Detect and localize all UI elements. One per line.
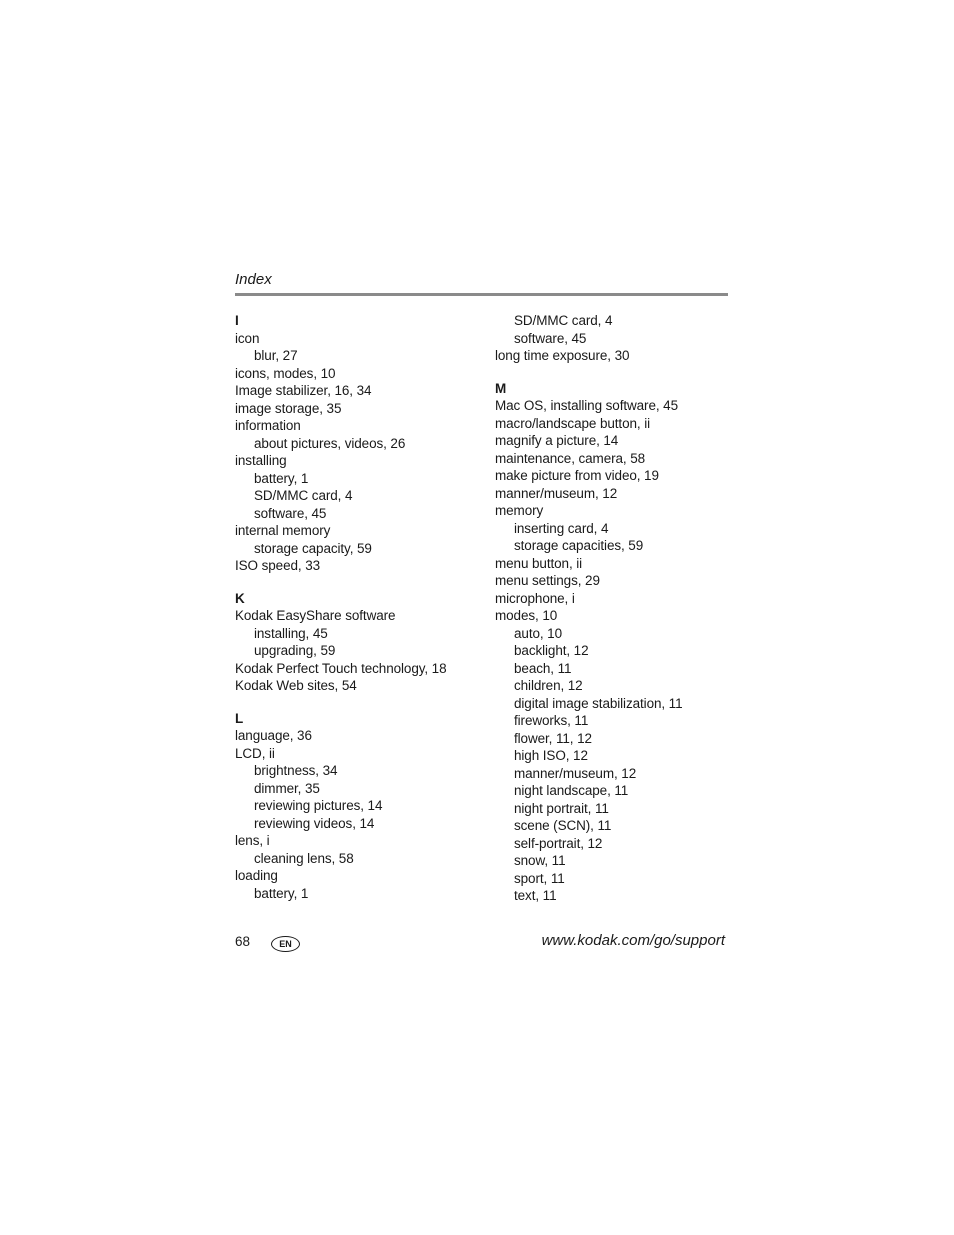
index-entry: Kodak Perfect Touch technology, 18 — [235, 660, 447, 676]
index-subentry: night landscape, 11 — [514, 783, 629, 798]
index-entry: modes, 10 — [495, 608, 558, 623]
index-entry: memory — [495, 503, 544, 518]
index-subentry: manner/museum, 12 — [514, 765, 637, 781]
index-entry: ISO speed, 33 — [235, 558, 321, 573]
index-subentry: dimmer, 35 — [254, 780, 320, 796]
index-subentry: fireworks, 11 — [514, 713, 589, 728]
index-subentry: children, 12 — [514, 678, 583, 693]
page-header-title: Index — [235, 271, 272, 288]
page-number: 68 — [235, 934, 251, 949]
index-subentry: storage capacities, 59 — [514, 538, 644, 553]
index-entry: Image stabilizer, 16, 34 — [235, 383, 372, 398]
index-subentry: inserting card, 4 — [514, 520, 609, 536]
index-subentry: about pictures, videos, 26 — [254, 435, 406, 451]
index-subentry: self-portrait, 12 — [514, 835, 603, 851]
index-entry: image storage, 35 — [235, 400, 342, 416]
index-subentry: backlight, 12 — [514, 643, 589, 658]
language-badge: EN — [271, 936, 300, 952]
index-entry: Mac OS, installing software, 45 — [495, 398, 678, 413]
index-column-left — [235, 312, 485, 902]
index-entry: information — [235, 418, 301, 433]
index-subentry: software, 45 — [254, 505, 327, 521]
index-entry: Kodak Web sites, 54 — [235, 678, 357, 693]
index-section-letter: L — [235, 710, 244, 726]
index-section-letter: I — [235, 313, 239, 328]
index-entry: menu settings, 29 — [495, 573, 600, 588]
index-entry: lens, i — [235, 833, 270, 848]
index-column-right — [495, 312, 725, 905]
index-subentry: reviewing videos, 14 — [254, 815, 375, 831]
index-entry: LCD, ii — [235, 745, 275, 761]
index-subentry: blur, 27 — [254, 348, 298, 363]
support-url: www.kodak.com/go/support — [541, 932, 725, 949]
index-entry: maintenance, camera, 58 — [495, 450, 646, 466]
index-subentry: snow, 11 — [514, 853, 566, 868]
index-subentry: storage capacity, 59 — [254, 540, 372, 556]
index-entry: icon — [235, 330, 260, 346]
index-entry: make picture from video, 19 — [495, 468, 659, 483]
index-subentry: SD/MMC card, 4 — [514, 313, 613, 328]
index-entry: magnify a picture, 14 — [495, 433, 619, 448]
index-subentry: auto, 10 — [514, 625, 562, 641]
header-rule — [235, 293, 728, 296]
index-subentry: installing, 45 — [254, 625, 328, 641]
index-subentry: digital image stabilization, 11 — [514, 695, 683, 711]
index-subentry: sport, 11 — [514, 870, 565, 886]
index-subentry: flower, 11, 12 — [514, 730, 592, 746]
index-subentry: SD/MMC card, 4 — [254, 488, 353, 503]
index-entry: macro/landscape button, ii — [495, 415, 650, 431]
index-entry: installing — [235, 453, 287, 468]
index-entry: long time exposure, 30 — [495, 348, 630, 363]
index-section-letter: M — [495, 380, 507, 396]
index-entry: internal memory — [235, 523, 331, 538]
index-entry: manner/museum, 12 — [495, 485, 618, 501]
index-subentry: high ISO, 12 — [514, 748, 588, 763]
index-subentry: battery, 1 — [254, 885, 309, 901]
index-subentry: brightness, 34 — [254, 763, 338, 778]
index-entry: loading — [235, 868, 278, 883]
index-subentry: scene (SCN), 11 — [514, 818, 612, 833]
index-subentry: software, 45 — [514, 330, 587, 346]
index-entry: microphone, i — [495, 590, 575, 606]
index-entry: Kodak EasyShare software — [235, 608, 396, 623]
index-subentry: reviewing pictures, 14 — [254, 798, 383, 813]
index-subentry: battery, 1 — [254, 470, 309, 486]
index-subentry: text, 11 — [514, 888, 557, 903]
index-subentry: night portrait, 11 — [514, 800, 609, 816]
index-section-letter: K — [235, 590, 245, 606]
index-subentry: upgrading, 59 — [254, 643, 336, 658]
index-entry: menu button, ii — [495, 555, 583, 571]
index-subentry: beach, 11 — [514, 660, 572, 676]
index-entry: language, 36 — [235, 728, 312, 743]
index-entry: icons, modes, 10 — [235, 365, 336, 381]
index-subentry: cleaning lens, 58 — [254, 850, 354, 866]
